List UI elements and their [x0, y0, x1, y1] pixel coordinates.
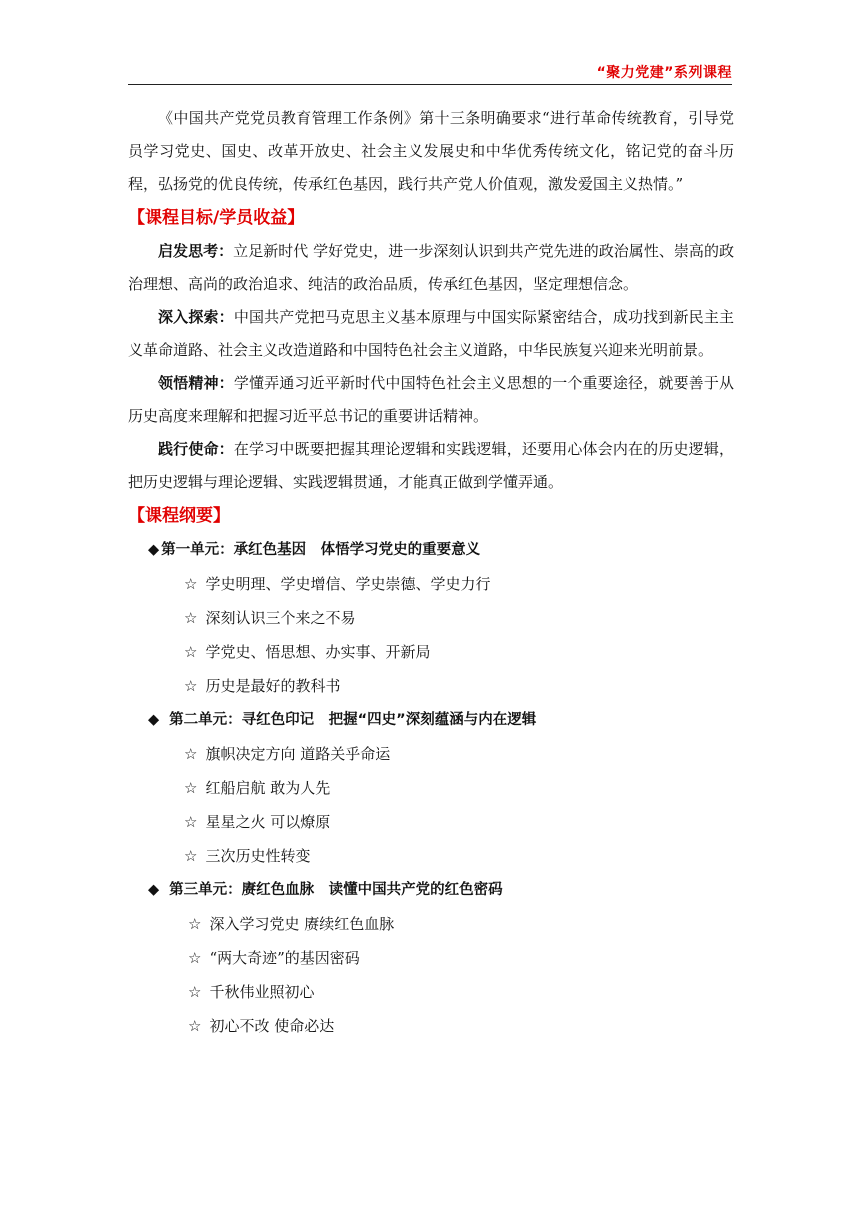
unit-item — [128, 975, 734, 1009]
unit-item — [128, 669, 734, 703]
document-body — [128, 102, 734, 1043]
unit-item — [128, 601, 734, 635]
unit-item — [128, 635, 734, 669]
goal-item — [128, 301, 734, 367]
unit-item-text: 初心不改 使命必达 — [209, 1017, 335, 1035]
unit-item — [128, 737, 734, 771]
outline-unit-2 — [128, 703, 734, 873]
unit-title-text: 第三单元：赓红色血脉 读懂中国共产党的红色密码 — [169, 882, 503, 898]
goals-heading: 【课程目标/学员收益】 — [128, 208, 305, 228]
star-bullet-icon: ☆ — [188, 983, 202, 1001]
unit-item — [128, 567, 734, 601]
star-bullet-icon: ☆ — [184, 847, 198, 865]
unit-item-text: 千秋伟业照初心 — [209, 983, 315, 1001]
goal-item — [128, 433, 734, 499]
unit-item-text: 深入学习党史 赓续红色血脉 — [209, 915, 395, 933]
goal-lead: 践行使命： — [158, 440, 234, 458]
unit-item — [128, 941, 734, 975]
goal-item — [128, 367, 734, 433]
diamond-bullet-icon: ◆ — [148, 712, 160, 728]
star-bullet-icon: ☆ — [188, 1017, 202, 1035]
goal-item — [128, 235, 734, 301]
goal-lead: 领悟精神： — [158, 374, 234, 392]
unit-item — [128, 805, 734, 839]
goal-text: 在学习中既要把握其理论逻辑和实践逻辑，还要用心体会内在的历史逻辑，把历史逻辑与理论逻辑、实践逻辑贯通，才能真正做到学懂弄通。 — [128, 440, 734, 491]
outline-unit-1 — [128, 533, 734, 703]
series-label: “聚力党建”系列课程 — [596, 65, 732, 81]
unit-title-text: 第二单元：寻红色印记 把握“四史”深刻蕴涵与内在逻辑 — [169, 712, 537, 728]
unit-item-text: 旗帜决定方向 道路关乎命运 — [205, 745, 391, 763]
unit-item-text: 学党史、悟思想、办实事、开新局 — [205, 643, 431, 661]
goal-lead: 启发思考： — [158, 242, 234, 260]
unit-item-text: 历史是最好的教科书 — [205, 677, 341, 695]
star-bullet-icon: ☆ — [184, 677, 198, 695]
star-bullet-icon: ☆ — [188, 915, 202, 933]
unit-item — [128, 839, 734, 873]
unit-item-text: 红船启航 敢为人先 — [205, 779, 331, 797]
star-bullet-icon: ☆ — [184, 745, 198, 763]
header-divider — [128, 84, 732, 85]
unit-item-text: 三次历史性转变 — [205, 847, 311, 865]
goal-lead: 深入探索： — [158, 308, 234, 326]
star-bullet-icon: ☆ — [184, 813, 198, 831]
unit-item — [128, 771, 734, 805]
outline-heading: 【课程纲要】 — [128, 506, 230, 526]
unit-title — [128, 873, 734, 907]
diamond-bullet-icon: ◆ — [148, 882, 160, 898]
star-bullet-icon: ☆ — [184, 575, 198, 593]
unit-title-text: 第一单元：承红色基因 体悟学习党史的重要意义 — [161, 542, 481, 558]
unit-item-text: 星星之火 可以燎原 — [205, 813, 331, 831]
star-bullet-icon: ☆ — [188, 949, 202, 967]
goal-text: 学懂弄通习近平新时代中国特色社会主义思想的一个重要途径，就要善于从历史高度来理解和把握习近平总书记的重要讲话精神。 — [128, 374, 734, 425]
unit-title — [128, 533, 734, 567]
unit-item-text: 学史明理、学史增信、学史崇德、学史力行 — [205, 575, 491, 593]
unit-title — [128, 703, 734, 737]
outline-unit-3 — [128, 873, 734, 1043]
star-bullet-icon: ☆ — [184, 779, 198, 797]
star-bullet-icon: ☆ — [184, 643, 198, 661]
diamond-bullet-icon: ◆ — [148, 542, 160, 558]
star-bullet-icon: ☆ — [184, 609, 198, 627]
unit-item-text: 深刻认识三个来之不易 — [205, 609, 356, 627]
unit-item — [128, 907, 734, 941]
unit-item-text: “两大奇迹”的基因密码 — [209, 949, 360, 967]
unit-item — [128, 1009, 734, 1043]
goal-text: 立足新时代 学好党史，进一步深刻认识到共产党先进的政治属性、崇高的政治理想、高尚的政治追求、纯洁的政治品质，传承红色基因，坚定理想信念。 — [128, 242, 734, 293]
goal-text: 中国共产党把马克思主义基本原理与中国实际紧密结合，成功找到新民主主义革命道路、社会主义改造道路和中国特色社会主义道路，中华民族复兴迎来光明前景。 — [128, 308, 734, 359]
intro-paragraph: 《中国共产党党员教育管理工作条例》第十三条明确要求“进行革命传统教育，引导党员学习党史、国史、改革开放史、社会主义发展史和中华优秀传统文化，铭记党的奋斗历程，弘扬党的优良传统，传承红色基因，践行共产党人价值观，激发爱国主义热情。” — [128, 109, 734, 193]
